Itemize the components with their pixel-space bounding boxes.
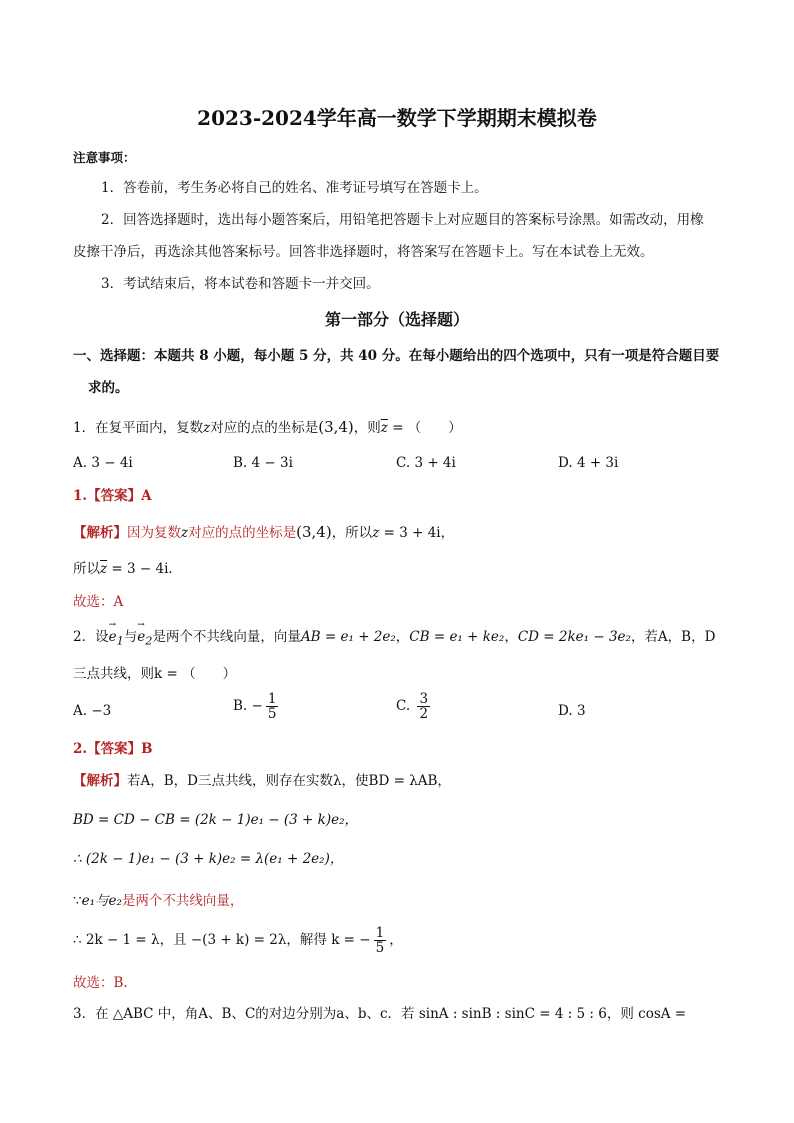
q1-option-c-value: 3 + 4i [414, 455, 456, 471]
q2-options [73, 692, 733, 732]
q1-stem-d: = （ ） [387, 420, 462, 436]
q2-option-a-value: −3 [91, 703, 112, 719]
notes-item-1: 1．答卷前，考生务必将自己的姓名、准考证号填写在答题卡上。 [101, 180, 488, 196]
q1-analysis-b: 对应的点的坐标是 [188, 525, 297, 541]
instructions-line-2: 求的。 [88, 380, 129, 396]
q2-analysis-line-1 [73, 773, 451, 790]
q2-option-a-label: A. [73, 703, 88, 719]
q1-answer: 1.【答案】A [73, 488, 152, 504]
q2-stem-b: 与 [123, 629, 138, 645]
q1-option-a-value: 3 − 4i [91, 455, 133, 471]
q2-option-c[interactable] [396, 692, 433, 721]
q2-option-c-num: 3 [419, 691, 429, 707]
notes-item-3: 3．考试结束后，将本试卷和答题卡一并交回。 [101, 276, 380, 292]
q1-option-b-value: 4 − 3i [251, 455, 293, 471]
q1-line2-zbar: $\overline{z}$ [100, 561, 108, 577]
q1-option-c[interactable] [396, 455, 456, 472]
page-title: 2023-2024学年高一数学下学期期末模拟卷 [197, 106, 597, 130]
q1-stem-b: 对应的点的坐标是 [210, 420, 319, 436]
q1-analysis-c: ，所以 [331, 525, 373, 541]
q2-cd-expr: CD = 2ke₁ − 3e₂ [517, 629, 631, 645]
notes-heading: 注意事项： [73, 150, 136, 165]
q1-analysis-tag: 【解析】 [73, 525, 127, 541]
instructions-line-1 [73, 348, 719, 365]
q2-analysis-line1-text: 若A，B，D三点共线，则存在实数λ，使BD = λAB， [127, 773, 451, 789]
q1-option-b[interactable] [233, 455, 293, 472]
q1-conclusion: 故选：A [73, 594, 124, 610]
q2-option-d-value: 3 [576, 703, 586, 719]
q1-analysis-a: 因为复数 [127, 525, 181, 541]
q1-option-d[interactable] [558, 455, 618, 472]
q2-analysis-tag: 【解析】 [73, 773, 127, 789]
q1-line2-b: = 3 − 4i． [107, 561, 182, 577]
notes-item-2a: 2．回答选择题时，选出每小题答案后，用铅笔把答题卡上对应题目的答案标号涂黑。如需改动，用橡 [101, 212, 704, 228]
q2-stem-line-2: 三点共线，则k = （ ） [73, 666, 237, 682]
q2-line4-vectors: e₁与e₂ [81, 893, 122, 909]
q2-line5-a: ∴ 2k − 1 = λ，且 −(3 + k) = 2λ，解得 k = − [73, 932, 371, 949]
instructions-part-a: 一、选择题：本题共 8 小题，每小题 5 分，共 40 分。在每小题给出的 [73, 348, 504, 364]
q2-cb-expr: CB = e₁ + ke₂ [409, 629, 505, 645]
q2-option-b-sign: − [251, 698, 263, 715]
instructions-part-c: ，只有一项是符合题目要 [570, 348, 720, 364]
q1-analysis-point: (3,4) [296, 523, 332, 541]
q2-line4-because: ∵ [73, 893, 82, 909]
q2-option-b-den: 5 [267, 706, 277, 723]
q1-option-a-label: A. [73, 455, 88, 471]
q3-stem: 3．在 △ABC 中，角A、B、C的对边分别为a、b、c．若 sinA : sinB : sinC = 4 : 5 : 6，则 cosA = [73, 1006, 687, 1022]
q2-line5-b: ， [389, 932, 403, 949]
q2-option-b-fraction [266, 692, 279, 721]
q1-analysis-z: z [181, 525, 189, 541]
q2-option-c-label: C. [396, 698, 411, 715]
q2-stem-a: 2．设 [73, 629, 109, 645]
q2-option-b-label: B. [233, 698, 248, 715]
q1-option-d-label: D. [558, 455, 573, 471]
q2-option-b[interactable] [233, 692, 281, 721]
q2-option-d-label: D. [558, 703, 573, 719]
q2-line5-fraction [374, 926, 387, 955]
q1-point: (3,4) [318, 418, 354, 436]
q1-analysis-line-2 [73, 561, 182, 578]
q2-option-a[interactable] [73, 703, 111, 720]
q2-e2: → $e_2$ [137, 629, 152, 649]
q1-stem-c: ，则 [353, 420, 381, 436]
notes-item-2b: 皮擦干净后，再选涂其他答案标号。回答非选择题时，将答案写在答题卡上。写在本试卷上无效。 [73, 244, 654, 260]
q2-ab-expr: AB = e₁ + 2e₂ [300, 629, 396, 645]
q2-conclusion: 故选：B. [73, 975, 128, 991]
q1-stem-a: 1．在复平面内，复数 [73, 420, 204, 436]
q2-stem-c: 是两个不共线向量，向量 [152, 629, 301, 645]
q2-option-d[interactable] [558, 703, 586, 720]
q1-analysis [73, 523, 454, 542]
instructions-part-b: 四个选项中 [503, 348, 571, 364]
q2-stem-d: ，若A，B，D [630, 629, 716, 645]
q2-line5-num: 1 [375, 925, 385, 941]
q1-analysis-d: = 3 + 4i， [379, 525, 455, 541]
q2-option-c-fraction [417, 692, 430, 721]
q1-option-c-label: C. [396, 455, 411, 471]
q1-var-z: z [203, 420, 211, 436]
q2-option-c-den: 2 [419, 706, 429, 723]
q1-analysis-z2: z [372, 525, 380, 541]
q2-line4-text: 是两个不共线向量， [121, 893, 244, 909]
q2-e1: → $e_1$ [109, 629, 124, 649]
q2-option-b-num: 1 [267, 691, 277, 707]
q2-analysis-line-5 [73, 926, 403, 955]
q2-line5-den: 5 [375, 940, 385, 957]
q1-zbar: $\overline{z}$ [380, 420, 388, 436]
q2-stem: 2．设→ $e_1$与→ $e_2$是两个不共线向量，向量AB = e₁ + 2e₂，CB = e₁ + ke₂，CD = 2ke₁ − 3e₂，若A，B，D [73, 629, 715, 649]
section-title: 第一部分（选择题） [324, 310, 469, 329]
q1-option-d-value: 4 + 3i [576, 455, 619, 471]
q2-analysis-line-4 [73, 893, 243, 910]
q1-option-a[interactable] [73, 455, 133, 472]
q1-line2-a: 所以 [73, 561, 100, 577]
q1-stem [73, 418, 462, 437]
q2-answer: 2.【答案】B [73, 741, 153, 757]
q2-analysis-line-3: ∴ (2k − 1)e₁ − (3 + k)e₂ = λ(e₁ + 2e₂)， [73, 851, 344, 867]
q1-option-b-label: B. [233, 455, 248, 471]
q2-analysis-line-2: BD = CD − CB = (2k − 1)e₁ − (3 + k)e₂， [73, 812, 359, 828]
